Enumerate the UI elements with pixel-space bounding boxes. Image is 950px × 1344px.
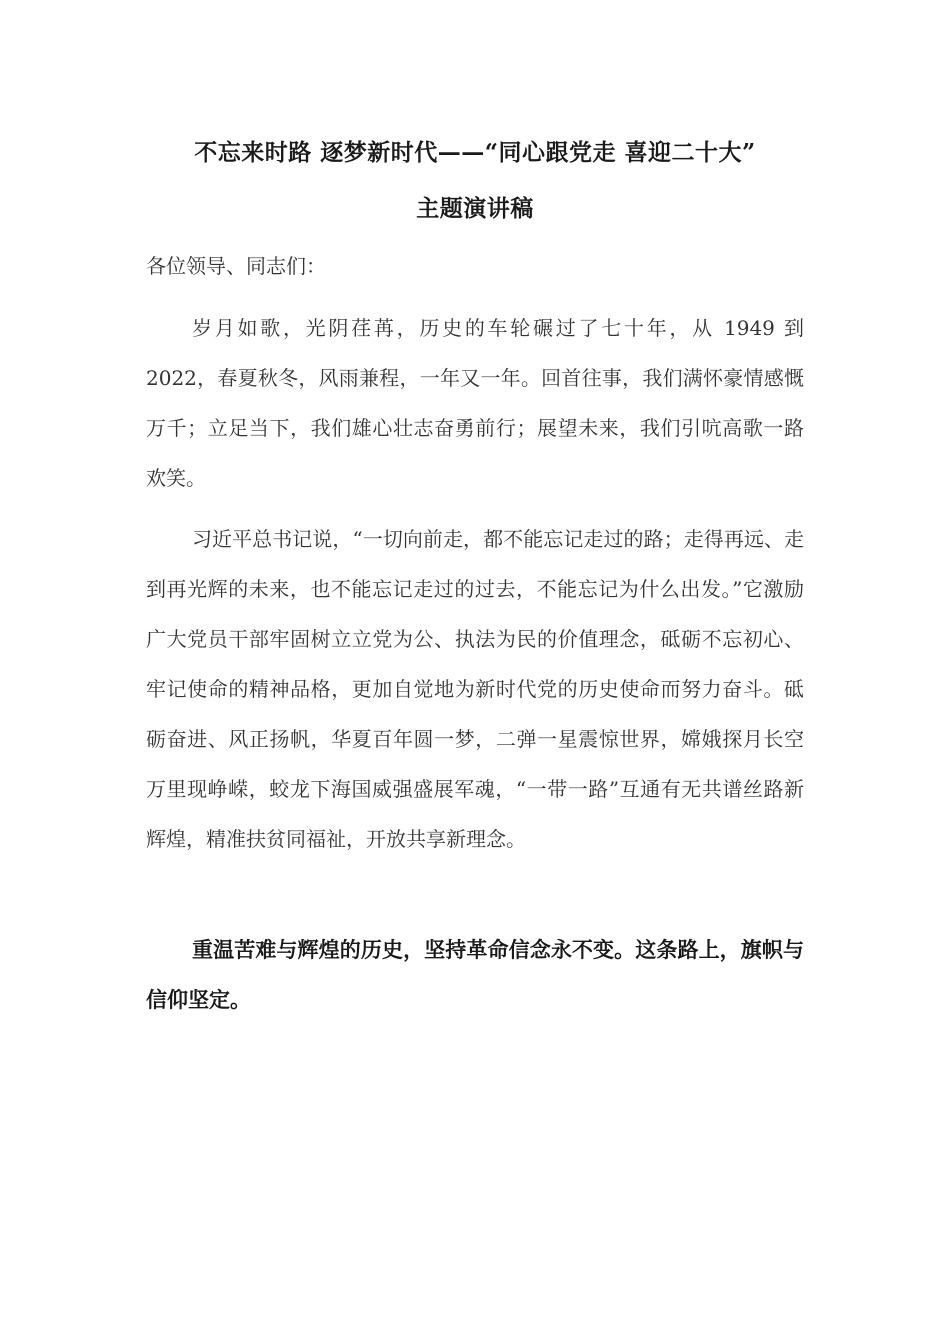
paragraph-2: 习近平总书记说，“一切向前走，都不能忘记走过的路；走得再远、走到再光辉的未来，也不能忘记走过的过去，不能忘记为什么出发。”它激励广大党员干部牢固树立立党为公、执法为民的价值理念，砥砺不忘初心、牢记使命的精神品格，更加自觉地为新时代党的历史使命而努力奋斗。砥砺奋进、风正扬帆，华夏百年圆一梦，二弹一星震惊世界，嫦娥探月长空万里现峥嵘，蛟龙下海国威强盛展军魂，“一带一路”互通有无共谱丝路新辉煌，精准扶贫同福祉，开放共享新理念。 bbox=[146, 527, 804, 851]
paragraph-1: 岁月如歌，光阴荏苒，历史的车轮碾过了七十年，从 1949 到 2022，春夏秋冬，风雨兼程，一年又一年。回首往事，我们满怀豪情感慨万千；立足当下，我们雄心壮志奋勇前行；展望未来，我们引吭高歌一路欢笑。 bbox=[146, 316, 804, 490]
title-line-2: 主题演讲稿 bbox=[416, 195, 534, 222]
salutation: 各位领导、同志们： bbox=[146, 254, 326, 278]
paragraph-3-bold: 重温苦难与辉煌的历史，坚持革命信念永不变。这条路上，旗帜与信仰坚定。 bbox=[146, 937, 804, 1012]
title-line-1: 不忘来时路 逐梦新时代——“同心跟党走 喜迎二十大” bbox=[194, 139, 756, 166]
document-title bbox=[146, 125, 804, 237]
